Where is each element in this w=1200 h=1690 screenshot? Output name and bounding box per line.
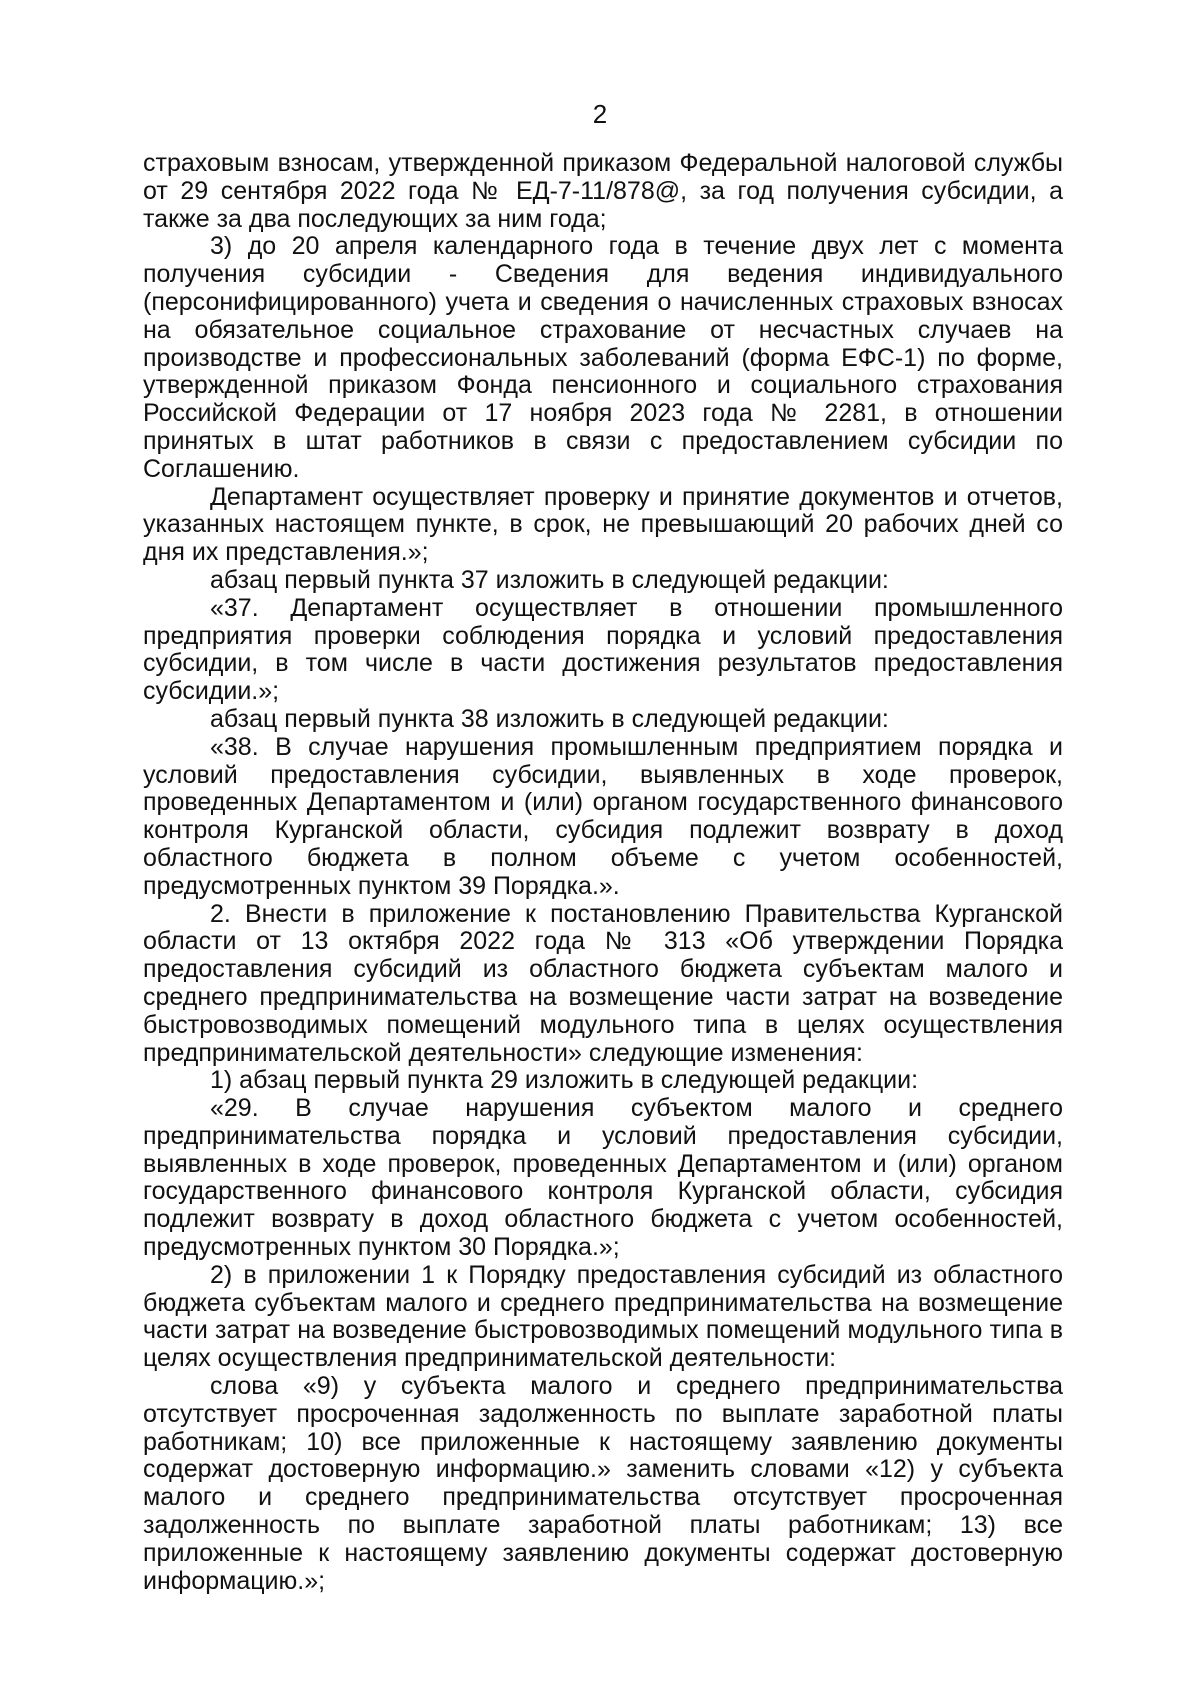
paragraph: «37. Департамент осуществляет в отношении промышленного предприятия проверки соблюдения порядка и условий предоставления субсидии, в том числе в части достижения результатов предоставления субсидии.»; [143, 593, 1063, 706]
paragraph: абзац первый пункта 37 изложить в следующей редакции: [210, 565, 889, 594]
paragraph: «29. В случае нарушения субъектом малого и среднего предпринимательства порядка и условий предоставления субсидии, выявленных в ходе проверок, проведенных Департаментом и (или) органом государственного финансового контроля Курганской области, субсидия подлежит возврату в доход областного бюджета с учетом особенностей, предусмотренных пунктом 30 Порядка.»; [143, 1094, 1063, 1262]
document-body [143, 150, 1063, 1595]
paragraph: 2) в приложении 1 к Порядку предоставления субсидий из областного бюджета субъектам малого и среднего предпринимательства на возмещение части затрат на возведение быстровозводимых помещений модульного типа в целях осуществления предпринимательской деятельности: [143, 1260, 1063, 1373]
paragraph: «38. В случае нарушения промышленным предприятием порядка и условий предоставления субсидии, выявленных в ходе проверок, проведенных Департаментом и (или) органом государственного финансового контроля Курганской области, субсидия подлежит возврату в доход областного бюджета в полном объеме с учетом особенностей, предусмотренных пунктом 39 Порядка.». [143, 732, 1063, 900]
paragraph: абзац первый пункта 38 изложить в следующей редакции: [210, 704, 889, 733]
paragraph: Департамент осуществляет проверку и принятие документов и отчетов, указанных настоящем пункте, в срок, не превышающий 20 рабочих дней со дня их представления.»; [143, 482, 1063, 567]
paragraph: 1) абзац первый пункта 29 изложить в следующей редакции: [210, 1066, 919, 1095]
paragraph: страховым взносам, утвержденной приказом Федеральной налоговой службы от 29 сентября 2022 года № ЕД-7-11/878@, за год получения субсидии, а также за два последующих за ним года; [143, 149, 1063, 233]
page-number: 2 [592, 99, 608, 129]
paragraph: 3) до 20 апреля календарного года в течение двух лет с момента получения субсидии - Сведения для ведения индивидуального (персонифицированного) учета и сведения о начисленных страховых взносах на обязательное социальное страхование от несчастных случаев на производстве и профессиональных заболеваний (форма ЕФС-1) по форме, утвержденной приказом Фонда пенсионного и социального страхования Российской Федерации от 17 ноября 2023 года № 2281, в отношении принятых в штат работников в связи с предоставлением субсидии по Соглашению. [143, 232, 1063, 483]
paragraph: 2. Внести в приложение к постановлению Правительства Курганской области от 13 октября 2022 года № 313 «Об утверждении Порядка предоставления субсидий из областного бюджета субъектам малого и среднего предпринимательства на возмещение части затрат на возведение быстровозводимых помещений модульного типа в целях осуществления предпринимательской деятельности» следующие изменения: [143, 899, 1063, 1067]
paragraph: слова «9) у субъекта малого и среднего предпринимательства отсутствует просроченная задолженность по выплате заработной платы работникам; 10) все приложенные к настоящему заявлению документы содержат достоверную информацию.» заменить словами «12) у субъекта малого и среднего предпринимательства отсутствует просроченная задолженность по выплате заработной платы работникам; 13) все приложенные к настоящему заявлению документы содержат достоверную информацию.»; [143, 1372, 1063, 1595]
